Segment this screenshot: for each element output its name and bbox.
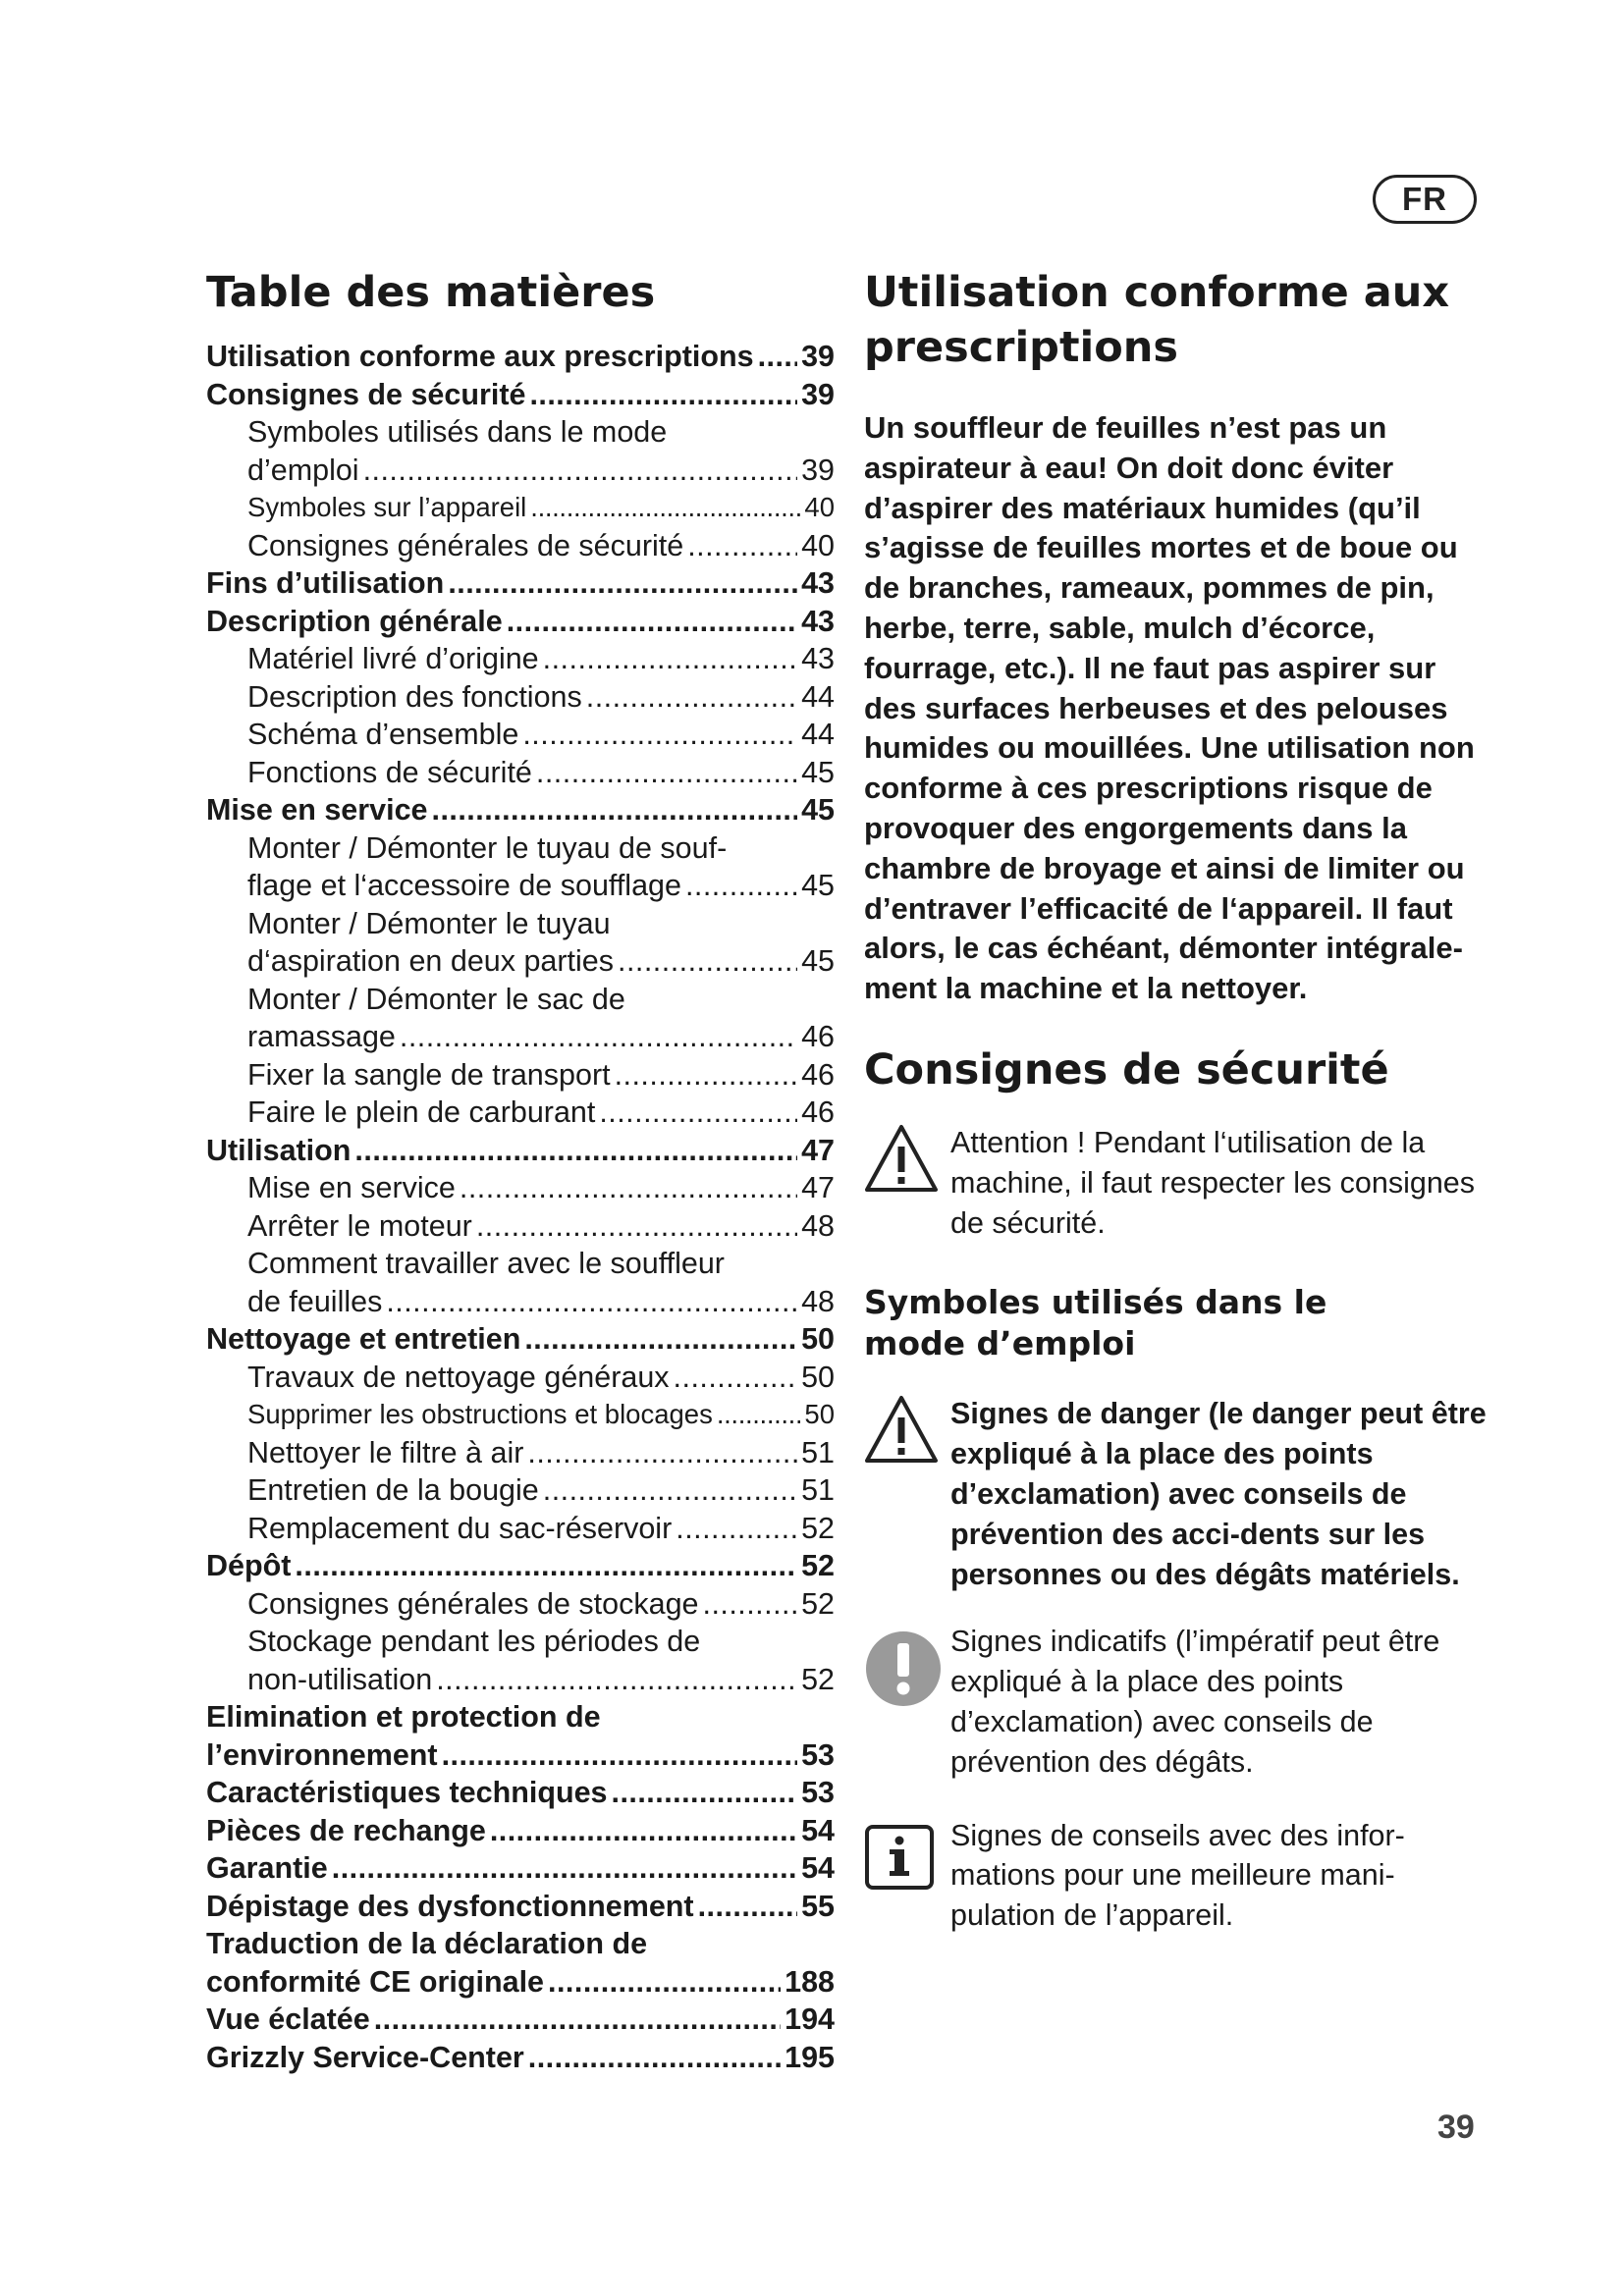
toc-entry (206, 640, 835, 678)
toc-entry-title: l’environnement (206, 1737, 438, 1772)
toc-leader-dots (536, 754, 797, 792)
toc-entry (206, 1736, 835, 1775)
toc-leader-dots (295, 1547, 797, 1585)
toc-entry (206, 1547, 835, 1585)
usage-heading-line2: prescriptions (864, 323, 1179, 372)
toc-entry-title: Stockage pendant les périodes de (247, 1625, 701, 1658)
toc-leader-dots (618, 942, 797, 981)
warning-triangle-icon (864, 1123, 950, 1243)
toc-entry-title: Description générale (206, 604, 503, 638)
toc-entry-title: Utilisation (206, 1133, 352, 1167)
toc-leader-dots (703, 1585, 798, 1624)
toc-entry-page: 39 (801, 340, 835, 373)
toc-entry (206, 829, 835, 868)
toc-entry-title: Consignes de sécurité (206, 377, 526, 411)
toc-entry-title: Vue éclatée (206, 2002, 370, 2036)
toc-leader-dots (448, 564, 797, 603)
toc-entry-title: Matériel livré d’origine (247, 642, 539, 675)
toc-entry-page: 51 (801, 1435, 835, 1469)
toc-entry-title: Pièces de rechange (206, 1813, 486, 1847)
toc-entry-title: Grizzly Service-Center (206, 2040, 524, 2074)
toc-entry-page: 43 (801, 604, 835, 638)
toc-entry (206, 1320, 835, 1359)
toc-entry-title: ramassage (247, 1020, 396, 1053)
toc-entry-page: 51 (801, 1473, 835, 1507)
toc-entry (206, 1963, 835, 2002)
toc-entry-page: 39 (801, 453, 835, 487)
toc-leader-dots (386, 1283, 797, 1321)
toc-entry-page: 43 (801, 642, 835, 675)
toc-entry-title: Remplacement du sac-réservoir (247, 1511, 673, 1545)
toc-entry-page: 44 (801, 679, 835, 714)
toc-entry-page: 195 (785, 2040, 835, 2074)
attention-notice (864, 1123, 1492, 1243)
toc-leader-dots (612, 1774, 798, 1812)
toc-entry-page: 46 (801, 1095, 835, 1129)
toc-leader-dots (527, 1434, 797, 1472)
toc-leader-dots (442, 1736, 797, 1775)
toc-entry-title: Monter / Démonter le tuyau (247, 906, 611, 940)
toc-leader-dots (685, 867, 797, 905)
toc-entry (206, 942, 835, 981)
toc-entry-title: conformité CE originale (206, 1964, 545, 1999)
toc-entry (206, 716, 835, 754)
toc-entry-title: d‘aspiration en deux parties (247, 944, 615, 978)
toc-leader-dots (548, 1963, 781, 2002)
toc-entry (206, 1207, 835, 1246)
toc-entry (206, 1925, 835, 1963)
toc-entry-page: 48 (801, 1284, 835, 1318)
toc-entry (206, 1888, 835, 1926)
toc-entry (206, 1774, 835, 1812)
toc-leader-dots (332, 1849, 797, 1888)
toc-leader-dots (586, 678, 797, 717)
toc-leader-dots (543, 640, 797, 678)
toc-leader-dots (529, 376, 797, 414)
toc-entry (206, 981, 835, 1019)
toc-entry (206, 1056, 835, 1095)
language-badge: FR (1373, 175, 1477, 224)
toc-entry-title: Traduction de la déclaration de (206, 1927, 648, 1960)
toc-entry (206, 678, 835, 717)
toc-entry (206, 1510, 835, 1548)
toc-entry-page: 47 (801, 1171, 835, 1204)
toc-entry-page: 40 (804, 492, 835, 522)
toc-entry-page: 47 (801, 1133, 835, 1167)
toc-leader-dots (363, 452, 797, 490)
toc-leader-dots (676, 1510, 797, 1548)
toc-entry (206, 2039, 835, 2077)
toc-entry-title: Monter / Démonter le sac de (247, 982, 625, 1016)
toc-leader-dots (354, 1132, 797, 1170)
toc-leader-dots (476, 1207, 797, 1246)
page-number: 39 (1437, 2109, 1475, 2146)
toc-column (206, 265, 835, 2076)
toc-entry-page: 55 (801, 1889, 835, 1923)
toc-entry (206, 1812, 835, 1850)
toc-list (206, 338, 835, 2076)
toc-entry (206, 1245, 835, 1283)
toc-entry-page: 44 (801, 718, 835, 751)
toc-entry-title: Arrêter le moteur (247, 1208, 472, 1243)
toc-entry-title: Faire le plein de carburant (247, 1095, 596, 1129)
toc-entry (206, 1849, 835, 1888)
toc-entry-page: 46 (801, 1020, 835, 1053)
toc-leader-dots (490, 1812, 797, 1850)
toc-entry-page: 45 (801, 793, 835, 827)
toc-entry-title: Consignes générales de stockage (247, 1586, 699, 1621)
toc-leader-dots (528, 2039, 781, 2077)
symbols-heading-line1: Symboles utilisés dans le (864, 1283, 1327, 1322)
toc-leader-dots (615, 1056, 797, 1095)
toc-entry (206, 564, 835, 603)
toc-entry (206, 1094, 835, 1132)
toc-entry-title: non-utilisation (247, 1662, 433, 1696)
toc-entry-title: flage et l‘accessoire de soufflage (247, 869, 681, 902)
toc-entry (206, 527, 835, 565)
toc-entry (206, 754, 835, 792)
toc-entry-title: Consignes générales de sécurité (247, 528, 684, 562)
toc-leader-dots (432, 791, 798, 829)
toc-entry (206, 1471, 835, 1510)
symbols-heading (864, 1282, 1492, 1364)
toc-entry (206, 905, 835, 943)
toc-leader-dots (507, 603, 797, 641)
toc-entry (206, 1396, 835, 1434)
toc-entry-page: 46 (801, 1057, 835, 1092)
toc-entry-page: 52 (801, 1662, 835, 1696)
toc-entry-page: 43 (801, 566, 835, 600)
toc-entry-title: Fixer la sangle de transport (247, 1057, 611, 1092)
toc-entry-page: 54 (801, 1851, 835, 1885)
mandatory-notice (864, 1622, 1492, 1782)
toc-entry-title: Mise en service (206, 793, 428, 827)
danger-text: Signes de danger (le danger peut être expliqué à la place des points d’exclamation) avec conseils de prévention des acci-dents sur les personnes ou des dégâts matériels. (950, 1397, 1487, 1591)
toc-entry (206, 338, 835, 376)
toc-entry-title: Entretien de la bougie (247, 1473, 539, 1507)
toc-entry-title: Utilisation conforme aux prescriptions (206, 340, 754, 373)
content-column (864, 265, 1492, 1936)
toc-entry-title: Supprimer les obstructions et blocages (247, 1399, 713, 1429)
toc-entry-page: 53 (801, 1737, 835, 1772)
toc-leader-dots (543, 1471, 797, 1510)
toc-entry (206, 452, 835, 490)
toc-entry-title: Garantie (206, 1851, 328, 1885)
toc-leader-dots (460, 1169, 797, 1207)
toc-entry (206, 1359, 835, 1397)
toc-entry (206, 603, 835, 641)
toc-entry (206, 1661, 835, 1699)
toc-entry-title: Schéma d’ensemble (247, 718, 519, 751)
toc-entry-title: Dépôt (206, 1549, 292, 1582)
toc-entry-title: Fonctions de sécurité (247, 755, 532, 789)
toc-entry-page: 45 (801, 944, 835, 978)
toc-leader-dots (599, 1094, 797, 1132)
toc-entry-title: Travaux de nettoyage généraux (247, 1360, 670, 1394)
toc-entry-page: 50 (804, 1399, 835, 1429)
info-text: Signes de conseils avec des infor-mations pour une meilleure mani-pulation de l’appareil. (950, 1818, 1405, 1933)
toc-entry-page: 52 (801, 1549, 835, 1582)
toc-entry (206, 1132, 835, 1170)
toc-entry-title: d’emploi (247, 453, 359, 487)
toc-entry-page: 48 (801, 1208, 835, 1243)
toc-entry-title: Mise en service (247, 1171, 456, 1204)
toc-entry (206, 376, 835, 414)
toc-entry-title: Symboles utilisés dans le mode (247, 415, 668, 449)
mandatory-text: Signes indicatifs (l’impératif peut être expliqué à la place des points d’exclamation) avec conseils de prévention des dégâts. (950, 1625, 1440, 1779)
usage-paragraph: Un souffleur de feuilles n’est pas un aspirateur à eau! On doit donc éviter d’aspirer des matériaux humides (qu’il s’agisse de feuilles mortes et de boue ou de branches, rameaux, pommes de pin, herbe, terre, sable, mulch d’écorce, fourrage, etc.). Il ne faut pas aspirer sur des surfaces herbeuses et des pelouses humides ou mouillées. Une utilisation non conforme à ces prescriptions risque de provoquer des engorgements dans la chambre de broyage et ainsi de limiter ou d’entraver l’efficacité de l‘appareil. Il faut alors, le cas échéant, démonter intégrale-ment la machine et la nettoyer. (864, 410, 1475, 1006)
toc-entry-page: 40 (801, 528, 835, 562)
toc-entry-page: 39 (801, 377, 835, 411)
exclamation-circle-icon (864, 1622, 950, 1782)
toc-leader-dots (674, 1359, 798, 1397)
toc-leader-dots (698, 1888, 797, 1926)
toc-entry-title: Symboles sur l’appareil (247, 492, 527, 522)
toc-entry (206, 1623, 835, 1661)
toc-entry-page: 52 (801, 1511, 835, 1545)
toc-leader-dots (717, 1396, 801, 1434)
info-notice (864, 1816, 1492, 1936)
toc-entry-title: Nettoyer le filtre à air (247, 1435, 524, 1469)
toc-entry-title: de feuilles (247, 1284, 383, 1318)
toc-leader-dots (400, 1018, 797, 1056)
toc-entry-page: 50 (801, 1360, 835, 1394)
toc-leader-dots (758, 338, 797, 376)
toc-entry-title: Description des fonctions (247, 679, 582, 714)
usage-heading (864, 265, 1492, 375)
toc-entry (206, 867, 835, 905)
toc-entry-page: 52 (801, 1586, 835, 1621)
toc-leader-dots (522, 716, 797, 754)
toc-entry-title: Fins d’utilisation (206, 566, 445, 600)
usage-heading-line1: Utilisation conforme aux (864, 268, 1450, 317)
toc-entry-page: 45 (801, 869, 835, 902)
toc-entry-page: 188 (785, 1964, 835, 1999)
toc-entry (206, 1018, 835, 1056)
safety-heading: Consignes de sécurité (864, 1044, 1389, 1095)
toc-entry-page: 53 (801, 1776, 835, 1809)
toc-entry-title: Elimination et protection de (206, 1700, 601, 1734)
danger-notice (864, 1394, 1492, 1594)
toc-entry-title: Comment travailler avec le souffleur (247, 1247, 725, 1280)
toc-entry (206, 1585, 835, 1624)
toc-entry (206, 1434, 835, 1472)
toc-entry-title: Caractéristiques techniques (206, 1776, 608, 1809)
toc-leader-dots (524, 1320, 797, 1359)
toc-entry (206, 791, 835, 829)
toc-entry (206, 1283, 835, 1321)
toc-entry-title: Monter / Démonter le tuyau de souf- (247, 830, 728, 865)
warning-triangle-icon (864, 1394, 950, 1594)
toc-entry-title: Dépistage des dysfonctionnement (206, 1889, 694, 1923)
toc-title: Table des matières (206, 268, 656, 317)
toc-leader-dots (687, 527, 797, 565)
toc-leader-dots (436, 1661, 797, 1699)
info-icon (864, 1816, 950, 1936)
toc-entry (206, 489, 835, 527)
toc-entry-page: 45 (801, 755, 835, 789)
toc-entry-page: 50 (801, 1322, 835, 1356)
toc-entry (206, 2001, 835, 2039)
toc-entry-page: 194 (785, 2002, 835, 2036)
attention-text: Attention ! Pendant l‘utilisation de la machine, il faut respecter les consignes de sécurité. (950, 1125, 1476, 1240)
symbols-heading-line2: mode d’emploi (864, 1324, 1136, 1363)
toc-entry (206, 1169, 835, 1207)
toc-entry (206, 413, 835, 452)
toc-entry-title: Nettoyage et entretien (206, 1322, 521, 1356)
toc-leader-dots (530, 489, 800, 527)
toc-leader-dots (374, 2001, 781, 2039)
toc-entry-page: 54 (801, 1813, 835, 1847)
toc-entry (206, 1698, 835, 1736)
